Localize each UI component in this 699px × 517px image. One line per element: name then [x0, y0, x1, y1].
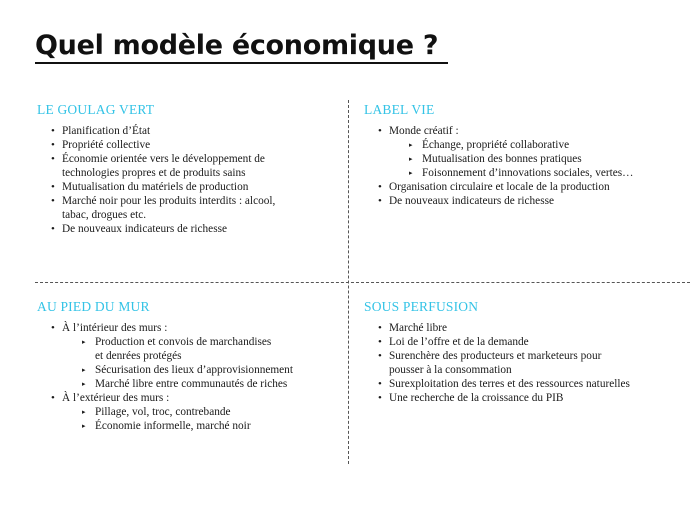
- quadrant-title: LABEL VIE: [364, 102, 435, 117]
- sub-list-item: [82, 335, 342, 363]
- list-item: [378, 391, 694, 405]
- item-text: Une recherche de la croissance du PIB: [389, 392, 564, 404]
- list-item: [378, 349, 694, 377]
- quadrant-bottom-left: [37, 299, 342, 433]
- bullet-list: [37, 124, 342, 236]
- quadrant-bottom-right: [364, 299, 694, 405]
- list-item: [378, 124, 694, 180]
- item-text: Pillage, vol, troc, contrebande: [95, 406, 231, 418]
- list-item: [51, 391, 342, 433]
- bullet-icon: •: [51, 392, 55, 404]
- quadrant-title: LE GOULAG VERT: [37, 102, 155, 117]
- bullet-icon: •: [378, 392, 382, 404]
- bullet-icon: •: [378, 350, 382, 362]
- sub-list-item: [82, 405, 342, 419]
- arrow-bullet-icon: ▸: [409, 141, 413, 149]
- bullet-icon: •: [51, 125, 55, 137]
- item-text: Production et convois de marchandises: [95, 336, 272, 348]
- item-text: Organisation circulaire et locale de la production: [389, 181, 610, 193]
- list-item: [378, 335, 694, 349]
- item-text: Foisonnement d’innovations sociales, vertes…: [422, 167, 634, 179]
- bullet-icon: •: [51, 139, 55, 151]
- item-text: Propriété collective: [62, 139, 151, 151]
- bullet-icon: •: [51, 223, 55, 235]
- item-text: technologies propres et de produits sains: [62, 167, 246, 179]
- item-text: et denrées protégés: [95, 350, 182, 362]
- bullet-icon: •: [378, 181, 382, 193]
- item-text: pousser à la consommation: [389, 364, 512, 376]
- arrow-bullet-icon: ▸: [409, 169, 413, 177]
- bullet-list: [364, 321, 694, 405]
- list-item: [378, 194, 694, 208]
- item-text: Économie orientée vers le développement de: [62, 153, 265, 165]
- sub-list-item: [82, 419, 342, 433]
- list-item: [378, 321, 694, 335]
- item-text: Mutualisation du matériels de production: [62, 181, 249, 193]
- list-item: [51, 321, 342, 391]
- bullet-icon: •: [378, 322, 382, 334]
- bullet-icon: •: [378, 125, 382, 137]
- quadrant-top-right: [364, 102, 694, 208]
- bullet-icon: •: [51, 195, 55, 207]
- item-text: Surexploitation des terres et des ressources naturelles: [389, 378, 630, 390]
- list-item: [378, 180, 694, 194]
- bullet-icon: •: [51, 181, 55, 193]
- horizontal-divider: [35, 282, 690, 283]
- list-item: [51, 180, 342, 194]
- list-item: [51, 152, 342, 180]
- quadrant-title: AU PIED DU MUR: [37, 299, 150, 314]
- arrow-bullet-icon: ▸: [82, 338, 86, 346]
- item-text: Échange, propriété collaborative: [422, 139, 570, 151]
- arrow-bullet-icon: ▸: [82, 380, 86, 388]
- item-text: Monde créatif :: [389, 125, 459, 137]
- sub-list-item: [409, 166, 694, 180]
- arrow-bullet-icon: ▸: [409, 155, 413, 163]
- item-text: tabac, drogues etc.: [62, 209, 147, 221]
- quadrant-title: SOUS PERFUSION: [364, 299, 479, 314]
- item-text: De nouveaux indicateurs de richesse: [389, 195, 554, 207]
- sub-bullet-list: [62, 405, 342, 433]
- item-text: Marché noir pour les produits interdits : alcool,: [62, 195, 276, 207]
- item-text: Surenchère des producteurs et marketeurs pour: [389, 350, 602, 362]
- item-text: Marché libre: [389, 322, 448, 334]
- item-text: À l’extérieur des murs :: [62, 392, 170, 404]
- bullet-list: [37, 321, 342, 433]
- quadrant-top-left: [37, 102, 342, 236]
- arrow-bullet-icon: ▸: [82, 422, 86, 430]
- list-item: [51, 194, 342, 222]
- sub-list-item: [409, 138, 694, 152]
- item-text: Mutualisation des bonnes pratiques: [422, 153, 582, 165]
- page-title: Quel modèle économique ?: [35, 30, 439, 61]
- sub-list-item: [82, 377, 342, 391]
- sub-bullet-list: [62, 335, 342, 391]
- arrow-bullet-icon: ▸: [82, 366, 86, 374]
- item-text: À l’intérieur des murs :: [62, 322, 168, 334]
- arrow-bullet-icon: ▸: [82, 408, 86, 416]
- list-item: [378, 377, 694, 391]
- list-item: [51, 222, 342, 236]
- sub-bullet-list: [389, 138, 694, 180]
- list-item: [51, 138, 342, 152]
- bullet-icon: •: [378, 195, 382, 207]
- item-text: Marché libre entre communautés de riches: [95, 378, 288, 390]
- bullet-icon: •: [51, 153, 55, 165]
- item-text: Sécurisation des lieux d’approvisionnement: [95, 364, 293, 376]
- bullet-list: [364, 124, 694, 208]
- list-item: [51, 124, 342, 138]
- bullet-icon: •: [51, 322, 55, 334]
- item-text: Économie informelle, marché noir: [95, 420, 251, 432]
- sub-list-item: [82, 363, 342, 377]
- title-underline: [35, 62, 448, 64]
- item-text: De nouveaux indicateurs de richesse: [62, 223, 227, 235]
- sub-list-item: [409, 152, 694, 166]
- bullet-icon: •: [378, 336, 382, 348]
- item-text: Loi de l’offre et de la demande: [389, 336, 529, 348]
- bullet-icon: •: [378, 378, 382, 390]
- item-text: Planification d’État: [62, 125, 151, 137]
